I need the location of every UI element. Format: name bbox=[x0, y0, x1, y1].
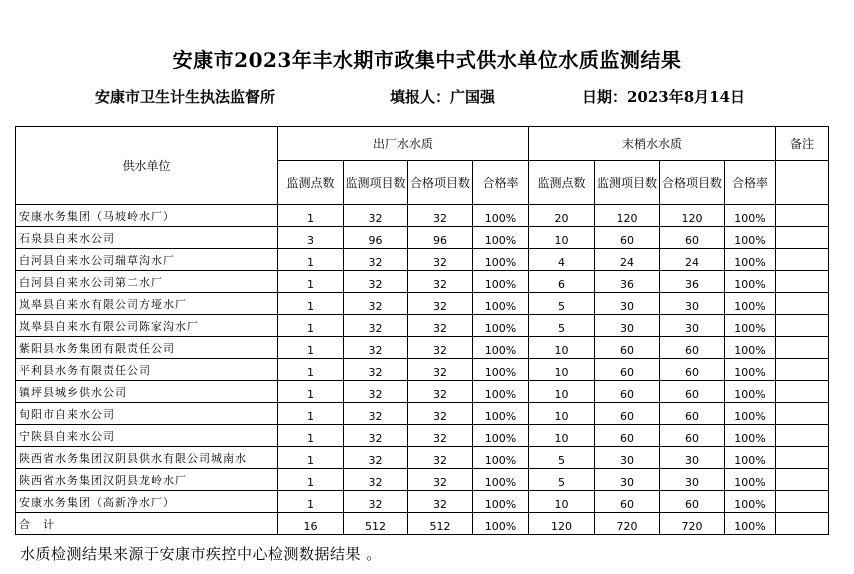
cell-p-points: 1 bbox=[278, 469, 344, 491]
cell-p-ok: 32 bbox=[408, 249, 473, 271]
cell-p-ok: 96 bbox=[408, 227, 473, 249]
table-row bbox=[16, 293, 829, 315]
cell-t-items: 30 bbox=[595, 315, 660, 337]
cell-note bbox=[776, 315, 829, 337]
cell-t-items: 720 bbox=[595, 513, 660, 535]
cell-t-rate: 100% bbox=[725, 469, 776, 491]
cell-p-items: 32 bbox=[344, 491, 408, 513]
cell-t-items: 30 bbox=[595, 293, 660, 315]
supplier-name: 平利县水务有限责任公司 bbox=[16, 359, 278, 381]
cell-p-rate: 100% bbox=[473, 491, 529, 513]
cell-p-items: 32 bbox=[344, 337, 408, 359]
cell-p-items: 32 bbox=[344, 359, 408, 381]
supplier-name: 岚皋县自来水有限公司陈家沟水厂 bbox=[16, 315, 278, 337]
cell-p-points: 1 bbox=[278, 425, 344, 447]
cell-p-rate: 100% bbox=[473, 293, 529, 315]
cell-p-items: 32 bbox=[344, 381, 408, 403]
table-row bbox=[16, 205, 829, 227]
table-row bbox=[16, 337, 829, 359]
cell-t-items: 120 bbox=[595, 205, 660, 227]
table-row bbox=[16, 381, 829, 403]
cell-p-ok: 32 bbox=[408, 403, 473, 425]
cell-t-rate: 100% bbox=[725, 447, 776, 469]
cell-note bbox=[776, 337, 829, 359]
table-row bbox=[16, 491, 829, 513]
supplier-name: 紫阳县水务集团有限责任公司 bbox=[16, 337, 278, 359]
water-quality-table bbox=[15, 126, 829, 535]
tap-points-header: 监测点数 bbox=[529, 161, 595, 205]
cell-t-points: 10 bbox=[529, 403, 595, 425]
report-date: 日期：2023年8月14日 bbox=[582, 88, 746, 106]
supplier-name: 镇坪县城乡供水公司 bbox=[16, 381, 278, 403]
cell-t-ok: 60 bbox=[660, 227, 725, 249]
cell-p-ok: 32 bbox=[408, 469, 473, 491]
cell-p-points: 16 bbox=[278, 513, 344, 535]
supplier-name: 石泉县自来水公司 bbox=[16, 227, 278, 249]
supplier-name: 白河县自来水公司第二水厂 bbox=[16, 271, 278, 293]
cell-t-ok: 60 bbox=[660, 403, 725, 425]
cell-t-ok: 60 bbox=[660, 425, 725, 447]
cell-note bbox=[776, 249, 829, 271]
cell-p-items: 96 bbox=[344, 227, 408, 249]
tap-qualified-header: 合格项目数 bbox=[660, 161, 725, 205]
cell-p-items: 32 bbox=[344, 469, 408, 491]
note-spacer bbox=[776, 161, 829, 205]
plant-rate-header: 合格率 bbox=[473, 161, 529, 205]
cell-p-rate: 100% bbox=[473, 227, 529, 249]
cell-p-ok: 32 bbox=[408, 381, 473, 403]
organization-name: 安康市卫生计生执法监督所 bbox=[95, 88, 276, 106]
note-header: 备注 bbox=[776, 127, 829, 161]
cell-p-ok: 32 bbox=[408, 293, 473, 315]
cell-t-rate: 100% bbox=[725, 513, 776, 535]
cell-p-rate: 100% bbox=[473, 205, 529, 227]
cell-t-points: 10 bbox=[529, 381, 595, 403]
reporter: 填报人：广国强 bbox=[390, 88, 496, 106]
cell-p-items: 32 bbox=[344, 205, 408, 227]
supplier-name: 陕西省水务集团汉阴县龙岭水厂 bbox=[16, 469, 278, 491]
total-row bbox=[16, 513, 829, 535]
cell-t-rate: 100% bbox=[725, 249, 776, 271]
cell-t-rate: 100% bbox=[725, 381, 776, 403]
cell-t-ok: 60 bbox=[660, 337, 725, 359]
cell-p-points: 1 bbox=[278, 403, 344, 425]
cell-t-rate: 100% bbox=[725, 491, 776, 513]
cell-note bbox=[776, 293, 829, 315]
cell-t-points: 10 bbox=[529, 359, 595, 381]
supplier-name: 安康水务集团（高新净水厂） bbox=[16, 491, 278, 513]
plant-items-header: 监测项目数 bbox=[344, 161, 408, 205]
cell-t-points: 5 bbox=[529, 469, 595, 491]
table-row bbox=[16, 359, 829, 381]
cell-t-ok: 60 bbox=[660, 381, 725, 403]
cell-p-ok: 512 bbox=[408, 513, 473, 535]
table-row bbox=[16, 315, 829, 337]
plant-points-header: 监测点数 bbox=[278, 161, 344, 205]
cell-t-ok: 36 bbox=[660, 271, 725, 293]
cell-p-rate: 100% bbox=[473, 315, 529, 337]
cell-p-ok: 32 bbox=[408, 315, 473, 337]
cell-t-ok: 24 bbox=[660, 249, 725, 271]
cell-t-items: 60 bbox=[595, 491, 660, 513]
cell-p-points: 1 bbox=[278, 337, 344, 359]
cell-t-ok: 30 bbox=[660, 447, 725, 469]
cell-t-rate: 100% bbox=[725, 293, 776, 315]
cell-t-items: 60 bbox=[595, 381, 660, 403]
cell-t-points: 5 bbox=[529, 293, 595, 315]
cell-t-rate: 100% bbox=[725, 315, 776, 337]
cell-t-points: 4 bbox=[529, 249, 595, 271]
cell-t-points: 5 bbox=[529, 447, 595, 469]
cell-p-ok: 32 bbox=[408, 491, 473, 513]
cell-p-items: 512 bbox=[344, 513, 408, 535]
cell-p-ok: 32 bbox=[408, 337, 473, 359]
cell-t-rate: 100% bbox=[725, 403, 776, 425]
cell-t-items: 36 bbox=[595, 271, 660, 293]
supplier-name: 安康水务集团（马坡岭水厂） bbox=[16, 205, 278, 227]
cell-t-items: 60 bbox=[595, 425, 660, 447]
cell-p-ok: 32 bbox=[408, 205, 473, 227]
cell-t-rate: 100% bbox=[725, 359, 776, 381]
cell-p-items: 32 bbox=[344, 271, 408, 293]
cell-p-items: 32 bbox=[344, 425, 408, 447]
cell-p-points: 1 bbox=[278, 381, 344, 403]
cell-p-ok: 32 bbox=[408, 425, 473, 447]
cell-p-ok: 32 bbox=[408, 447, 473, 469]
table-row bbox=[16, 447, 829, 469]
tap-water-header: 末梢水水质 bbox=[529, 127, 776, 161]
header-row-1 bbox=[16, 127, 829, 161]
cell-t-points: 120 bbox=[529, 513, 595, 535]
cell-p-rate: 100% bbox=[473, 447, 529, 469]
cell-t-items: 60 bbox=[595, 359, 660, 381]
cell-t-items: 30 bbox=[595, 447, 660, 469]
cell-p-points: 1 bbox=[278, 359, 344, 381]
cell-t-rate: 100% bbox=[725, 227, 776, 249]
cell-note bbox=[776, 205, 829, 227]
table-row bbox=[16, 425, 829, 447]
cell-t-ok: 60 bbox=[660, 359, 725, 381]
footnote: 水质检测结果来源于安康市疾控中心检测数据结果 。 bbox=[20, 545, 382, 563]
supplier-name: 宁陕县自来水公司 bbox=[16, 425, 278, 447]
cell-p-ok: 32 bbox=[408, 359, 473, 381]
cell-p-points: 1 bbox=[278, 205, 344, 227]
cell-note bbox=[776, 227, 829, 249]
cell-t-ok: 120 bbox=[660, 205, 725, 227]
supplier-header: 供水单位 bbox=[16, 127, 278, 205]
cell-p-points: 1 bbox=[278, 271, 344, 293]
cell-note bbox=[776, 271, 829, 293]
cell-p-rate: 100% bbox=[473, 271, 529, 293]
supplier-name: 岚皋县自来水有限公司方垭水厂 bbox=[16, 293, 278, 315]
cell-p-items: 32 bbox=[344, 403, 408, 425]
cell-p-items: 32 bbox=[344, 249, 408, 271]
plant-water-header: 出厂水水质 bbox=[278, 127, 529, 161]
cell-p-rate: 100% bbox=[473, 513, 529, 535]
cell-t-points: 20 bbox=[529, 205, 595, 227]
cell-note bbox=[776, 425, 829, 447]
cell-t-points: 10 bbox=[529, 337, 595, 359]
cell-p-rate: 100% bbox=[473, 403, 529, 425]
supplier-name: 陕西省水务集团汉阴县供水有限公司城南水 bbox=[16, 447, 278, 469]
cell-t-ok: 30 bbox=[660, 315, 725, 337]
cell-t-items: 60 bbox=[595, 227, 660, 249]
cell-note bbox=[776, 381, 829, 403]
cell-note bbox=[776, 447, 829, 469]
cell-p-rate: 100% bbox=[473, 249, 529, 271]
cell-t-rate: 100% bbox=[725, 337, 776, 359]
cell-t-points: 5 bbox=[529, 315, 595, 337]
cell-t-ok: 60 bbox=[660, 491, 725, 513]
cell-t-points: 10 bbox=[529, 491, 595, 513]
table-row bbox=[16, 227, 829, 249]
cell-t-items: 60 bbox=[595, 403, 660, 425]
cell-p-rate: 100% bbox=[473, 469, 529, 491]
cell-p-points: 1 bbox=[278, 249, 344, 271]
cell-note bbox=[776, 491, 829, 513]
total-label: 合 计 bbox=[16, 513, 278, 535]
cell-t-points: 10 bbox=[529, 227, 595, 249]
cell-t-points: 10 bbox=[529, 425, 595, 447]
cell-p-rate: 100% bbox=[473, 425, 529, 447]
cell-t-ok: 30 bbox=[660, 293, 725, 315]
cell-p-ok: 32 bbox=[408, 271, 473, 293]
cell-t-points: 6 bbox=[529, 271, 595, 293]
cell-p-items: 32 bbox=[344, 293, 408, 315]
cell-p-points: 1 bbox=[278, 315, 344, 337]
cell-p-rate: 100% bbox=[473, 359, 529, 381]
cell-t-items: 24 bbox=[595, 249, 660, 271]
cell-p-rate: 100% bbox=[473, 381, 529, 403]
cell-t-ok: 30 bbox=[660, 469, 725, 491]
cell-p-rate: 100% bbox=[473, 337, 529, 359]
cell-t-rate: 100% bbox=[725, 425, 776, 447]
report-title: 安康市2023年丰水期市政集中式供水单位水质监测结果 bbox=[172, 48, 682, 72]
supplier-name: 白河县自来水公司瑞草沟水厂 bbox=[16, 249, 278, 271]
cell-p-points: 3 bbox=[278, 227, 344, 249]
table-row bbox=[16, 249, 829, 271]
table-row bbox=[16, 403, 829, 425]
plant-qualified-header: 合格项目数 bbox=[408, 161, 473, 205]
cell-note bbox=[776, 403, 829, 425]
tap-rate-header: 合格率 bbox=[725, 161, 776, 205]
cell-p-points: 1 bbox=[278, 491, 344, 513]
tap-items-header: 监测项目数 bbox=[595, 161, 660, 205]
table-row bbox=[16, 469, 829, 491]
cell-t-items: 30 bbox=[595, 469, 660, 491]
cell-t-rate: 100% bbox=[725, 205, 776, 227]
cell-p-items: 32 bbox=[344, 447, 408, 469]
cell-t-items: 60 bbox=[595, 337, 660, 359]
cell-p-points: 1 bbox=[278, 293, 344, 315]
supplier-name: 旬阳市自来水公司 bbox=[16, 403, 278, 425]
cell-note bbox=[776, 359, 829, 381]
cell-t-rate: 100% bbox=[725, 271, 776, 293]
cell-t-ok: 720 bbox=[660, 513, 725, 535]
table-row bbox=[16, 271, 829, 293]
cell-note bbox=[776, 513, 829, 535]
cell-note bbox=[776, 469, 829, 491]
cell-p-points: 1 bbox=[278, 447, 344, 469]
cell-p-items: 32 bbox=[344, 315, 408, 337]
